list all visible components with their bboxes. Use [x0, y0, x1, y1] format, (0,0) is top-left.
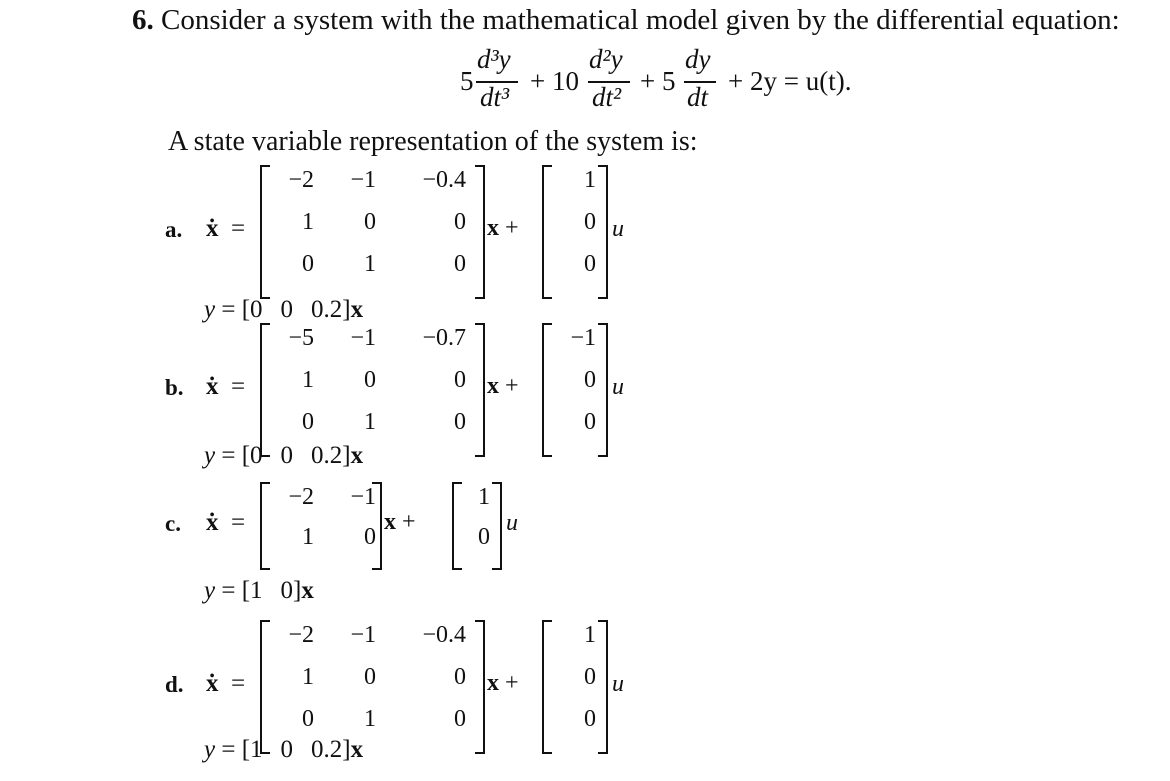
matrix-a-cell: −0.4 — [422, 167, 466, 193]
matrix-a-cell: 0 — [454, 706, 466, 732]
x-plus — [487, 215, 519, 242]
state-vector-x: x — [487, 215, 499, 241]
matrix-a-cell: 1 — [302, 664, 314, 690]
vector-b-cell: 0 — [584, 706, 596, 732]
vector-c-cell: 0.2 — [311, 296, 343, 323]
matrix-a-cell: −2 — [288, 484, 314, 510]
matrix-a-cell: 0 — [454, 409, 466, 435]
eq-den-1: dt — [687, 82, 709, 112]
vector-c-cell: 1 — [250, 736, 263, 763]
matrix-a-cell: 0 — [364, 209, 376, 235]
matrix-a-right-bracket — [475, 620, 485, 754]
matrix-a-cell: 1 — [364, 409, 376, 435]
x-plus — [487, 373, 519, 400]
eq-num-2: d²y — [589, 44, 623, 74]
state-vector-x: x — [301, 577, 314, 604]
equals-sign: = — [231, 509, 246, 536]
vector-b-right-bracket — [492, 482, 502, 570]
matrix-a-cell: −1 — [350, 484, 376, 510]
plus-sign: + — [396, 509, 416, 535]
matrix-a-cell: 0 — [454, 664, 466, 690]
matrix-a-right-bracket — [475, 165, 485, 299]
equals-sign: = [ — [215, 442, 251, 469]
matrix-a-cell: 0 — [302, 409, 314, 435]
plus-sign: + — [499, 373, 519, 399]
matrix-a-cell: 0 — [454, 251, 466, 277]
option-label-d: d. — [165, 672, 184, 697]
xdot-symbol: ẋ — [206, 509, 219, 536]
vector-b-right-bracket — [598, 165, 608, 299]
vector-b-cell: 1 — [478, 484, 490, 510]
output-equation-b — [204, 442, 363, 470]
intro-text: A state variable representation of the system is: — [168, 126, 698, 157]
vector-b-right-bracket — [598, 323, 608, 457]
matrix-a-cell: 1 — [302, 367, 314, 393]
state-vector-x: x — [487, 373, 499, 399]
vector-c-cell: 0 — [280, 442, 294, 469]
right-bracket: ] — [293, 577, 302, 604]
matrix-a-cell: 1 — [364, 251, 376, 277]
matrix-a-right-bracket — [475, 323, 485, 457]
equals-sign: = [ — [215, 296, 251, 323]
eq-coef-3: 5 — [460, 66, 474, 96]
vector-c-cell: 0 — [280, 736, 294, 763]
vector-c-cell: 0 — [250, 442, 263, 469]
right-bracket: ] — [342, 736, 351, 763]
eq-den-2: dt² — [592, 82, 622, 112]
right-bracket: ] — [342, 296, 351, 323]
xdot-symbol: ẋ — [206, 215, 219, 242]
option-label-b: b. — [165, 375, 184, 400]
matrix-a-cell: −1 — [350, 167, 376, 193]
xdot-symbol: ẋ — [206, 373, 219, 400]
eq-rest: + 2y = u(t). — [728, 66, 852, 96]
eq-plus-10: + 10 — [530, 66, 579, 96]
matrix-a-cell: 0 — [364, 524, 376, 550]
vector-b-cell: 1 — [584, 622, 596, 648]
matrix-a-cell: 1 — [364, 706, 376, 732]
x-plus — [384, 509, 416, 536]
vector-c-cell: 0.2 — [311, 736, 343, 763]
equals-sign: = — [231, 670, 246, 697]
vector-b-cell: 0 — [584, 664, 596, 690]
state-vector-x: x — [350, 442, 364, 469]
equals-sign: = [ — [215, 577, 251, 604]
state-vector-x: x — [487, 670, 499, 696]
vector-b-cell: 1 — [584, 167, 596, 193]
equals-sign: = — [231, 373, 246, 400]
vector-c-cell: 1 — [250, 577, 263, 604]
state-vector-x: x — [350, 736, 364, 763]
vector-b-cell: 0 — [584, 251, 596, 277]
vector-c-cell: 0 — [250, 296, 263, 323]
vector-b-cell: 0 — [584, 409, 596, 435]
equals-sign: = [ — [215, 736, 251, 763]
right-bracket: ] — [342, 442, 351, 469]
input-u: u — [612, 216, 624, 242]
vector-b-right-bracket — [598, 620, 608, 754]
matrix-a-cell: −2 — [288, 622, 314, 648]
plus-sign: + — [499, 670, 519, 696]
matrix-a-cell: −2 — [288, 167, 314, 193]
output-equation-c — [204, 577, 314, 605]
question-text: Consider a system with the mathematical model given by the differential equation: — [161, 4, 1120, 36]
state-vector-x: x — [350, 296, 364, 323]
plus-sign: + — [499, 215, 519, 241]
vector-b-cell: 0 — [584, 367, 596, 393]
eq-num-1: dy — [685, 44, 711, 74]
matrix-a-cell: 0 — [364, 367, 376, 393]
differential-equation — [460, 44, 880, 120]
equals-sign: = — [231, 215, 246, 242]
matrix-a-cell: −5 — [288, 325, 314, 351]
matrix-a-cell: −1 — [350, 622, 376, 648]
question-heading — [132, 4, 1120, 37]
output-equation-d — [204, 736, 363, 764]
matrix-a-cell: 0 — [364, 664, 376, 690]
option-label-c: c. — [165, 511, 181, 536]
state-vector-x: x — [384, 509, 396, 535]
output-equation-a — [204, 296, 363, 324]
matrix-a-cell: 0 — [454, 367, 466, 393]
vector-c-cell: 0 — [280, 296, 294, 323]
vector-b-cell: 0 — [584, 209, 596, 235]
matrix-a-cell: 1 — [302, 209, 314, 235]
matrix-a-cell: −0.4 — [422, 622, 466, 648]
matrix-a-cell: −0.7 — [422, 325, 466, 351]
matrix-a-cell: 1 — [302, 524, 314, 550]
output-y: y — [204, 442, 216, 469]
vector-b-cell: −1 — [570, 325, 596, 351]
xdot-symbol: ẋ — [206, 670, 219, 697]
output-y: y — [204, 736, 216, 763]
eq-plus-5: + 5 — [640, 66, 676, 96]
matrix-a-cell: −1 — [350, 325, 376, 351]
option-label-a: a. — [165, 217, 183, 242]
x-plus — [487, 670, 519, 697]
input-u: u — [612, 671, 624, 697]
eq-den-3: dt³ — [480, 82, 510, 112]
input-u: u — [612, 374, 624, 400]
input-u: u — [506, 510, 518, 536]
matrix-a-cell: 0 — [302, 706, 314, 732]
eq-num-3: d³y — [477, 44, 511, 74]
question-number: 6. — [132, 4, 154, 36]
vector-b-cell: 0 — [478, 524, 490, 550]
vector-c-cell: 0 — [280, 577, 294, 604]
output-y: y — [204, 577, 216, 604]
matrix-a-cell: 0 — [454, 209, 466, 235]
vector-c-cell: 0.2 — [311, 442, 343, 469]
matrix-a-cell: 0 — [302, 251, 314, 277]
output-y: y — [204, 296, 216, 323]
